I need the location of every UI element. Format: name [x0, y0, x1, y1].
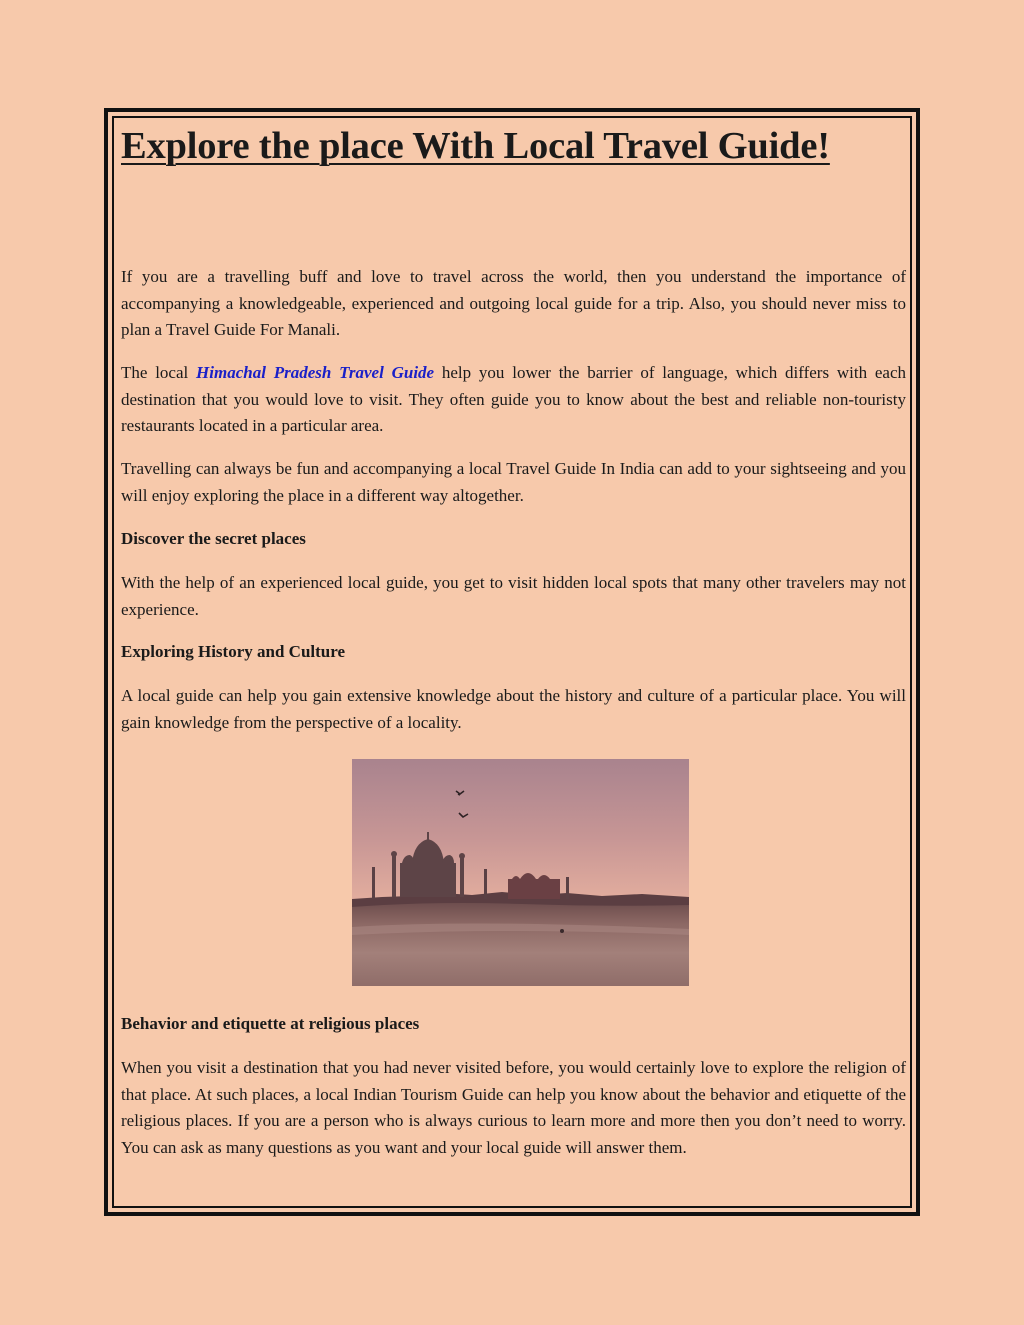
document-content: [121, 118, 906, 1157]
secret-places-paragraph: With the help of an experienced local guide, you get to visit hidden local spots that many other travelers may not experience.: [121, 573, 906, 619]
travelling-paragraph: Travelling can always be fun and accompanying a local Travel Guide In India can add to your sightseeing and you will enjoy exploring the place in a different way altogether.: [121, 459, 906, 505]
history-culture-paragraph: A local guide can help you gain extensive knowledge about the history and culture of a particular place. You will gain knowledge from the perspective of a locality.: [121, 686, 906, 732]
behavior-etiquette-paragraph: When you visit a destination that you had never visited before, you would certainly love to explore the religion of that place. At such places, a local Indian Tourism Guide can help you know about the behavior and etiquette of the religious places. If you are a person who is always curious to learn more and more then you don’t need to worry. You can ask as many questions as you want and your local guide will answer them.: [121, 1058, 906, 1157]
behavior-etiquette-heading: Behavior and etiquette at religious places: [121, 1014, 420, 1033]
taj-mahal-sunset-photo: [352, 759, 689, 986]
himachal-travel-guide-link[interactable]: Himachal Pradesh Travel Guide: [196, 363, 435, 382]
page-title: Explore the place With Local Travel Guide!: [121, 125, 830, 167]
history-culture-heading: Exploring History and Culture: [121, 642, 346, 661]
local-guide-text-after: help you lower the barrier of language, which differs with each destination that you would love to visit. They often guide you to know about the best and reliable non-touristy restaurants located in a particular area.: [121, 363, 906, 435]
local-guide-text-before: The local: [121, 363, 197, 382]
secret-places-heading: Discover the secret places: [121, 529, 306, 548]
intro-paragraph: If you are a travelling buff and love to travel across the world, then you understand the importance of accompanying a knowledgeable, experienced and outgoing local guide for a trip. Also, you should never miss to plan a Travel Guide For Manali.: [121, 267, 906, 339]
local-guide-paragraph: [121, 360, 906, 440]
